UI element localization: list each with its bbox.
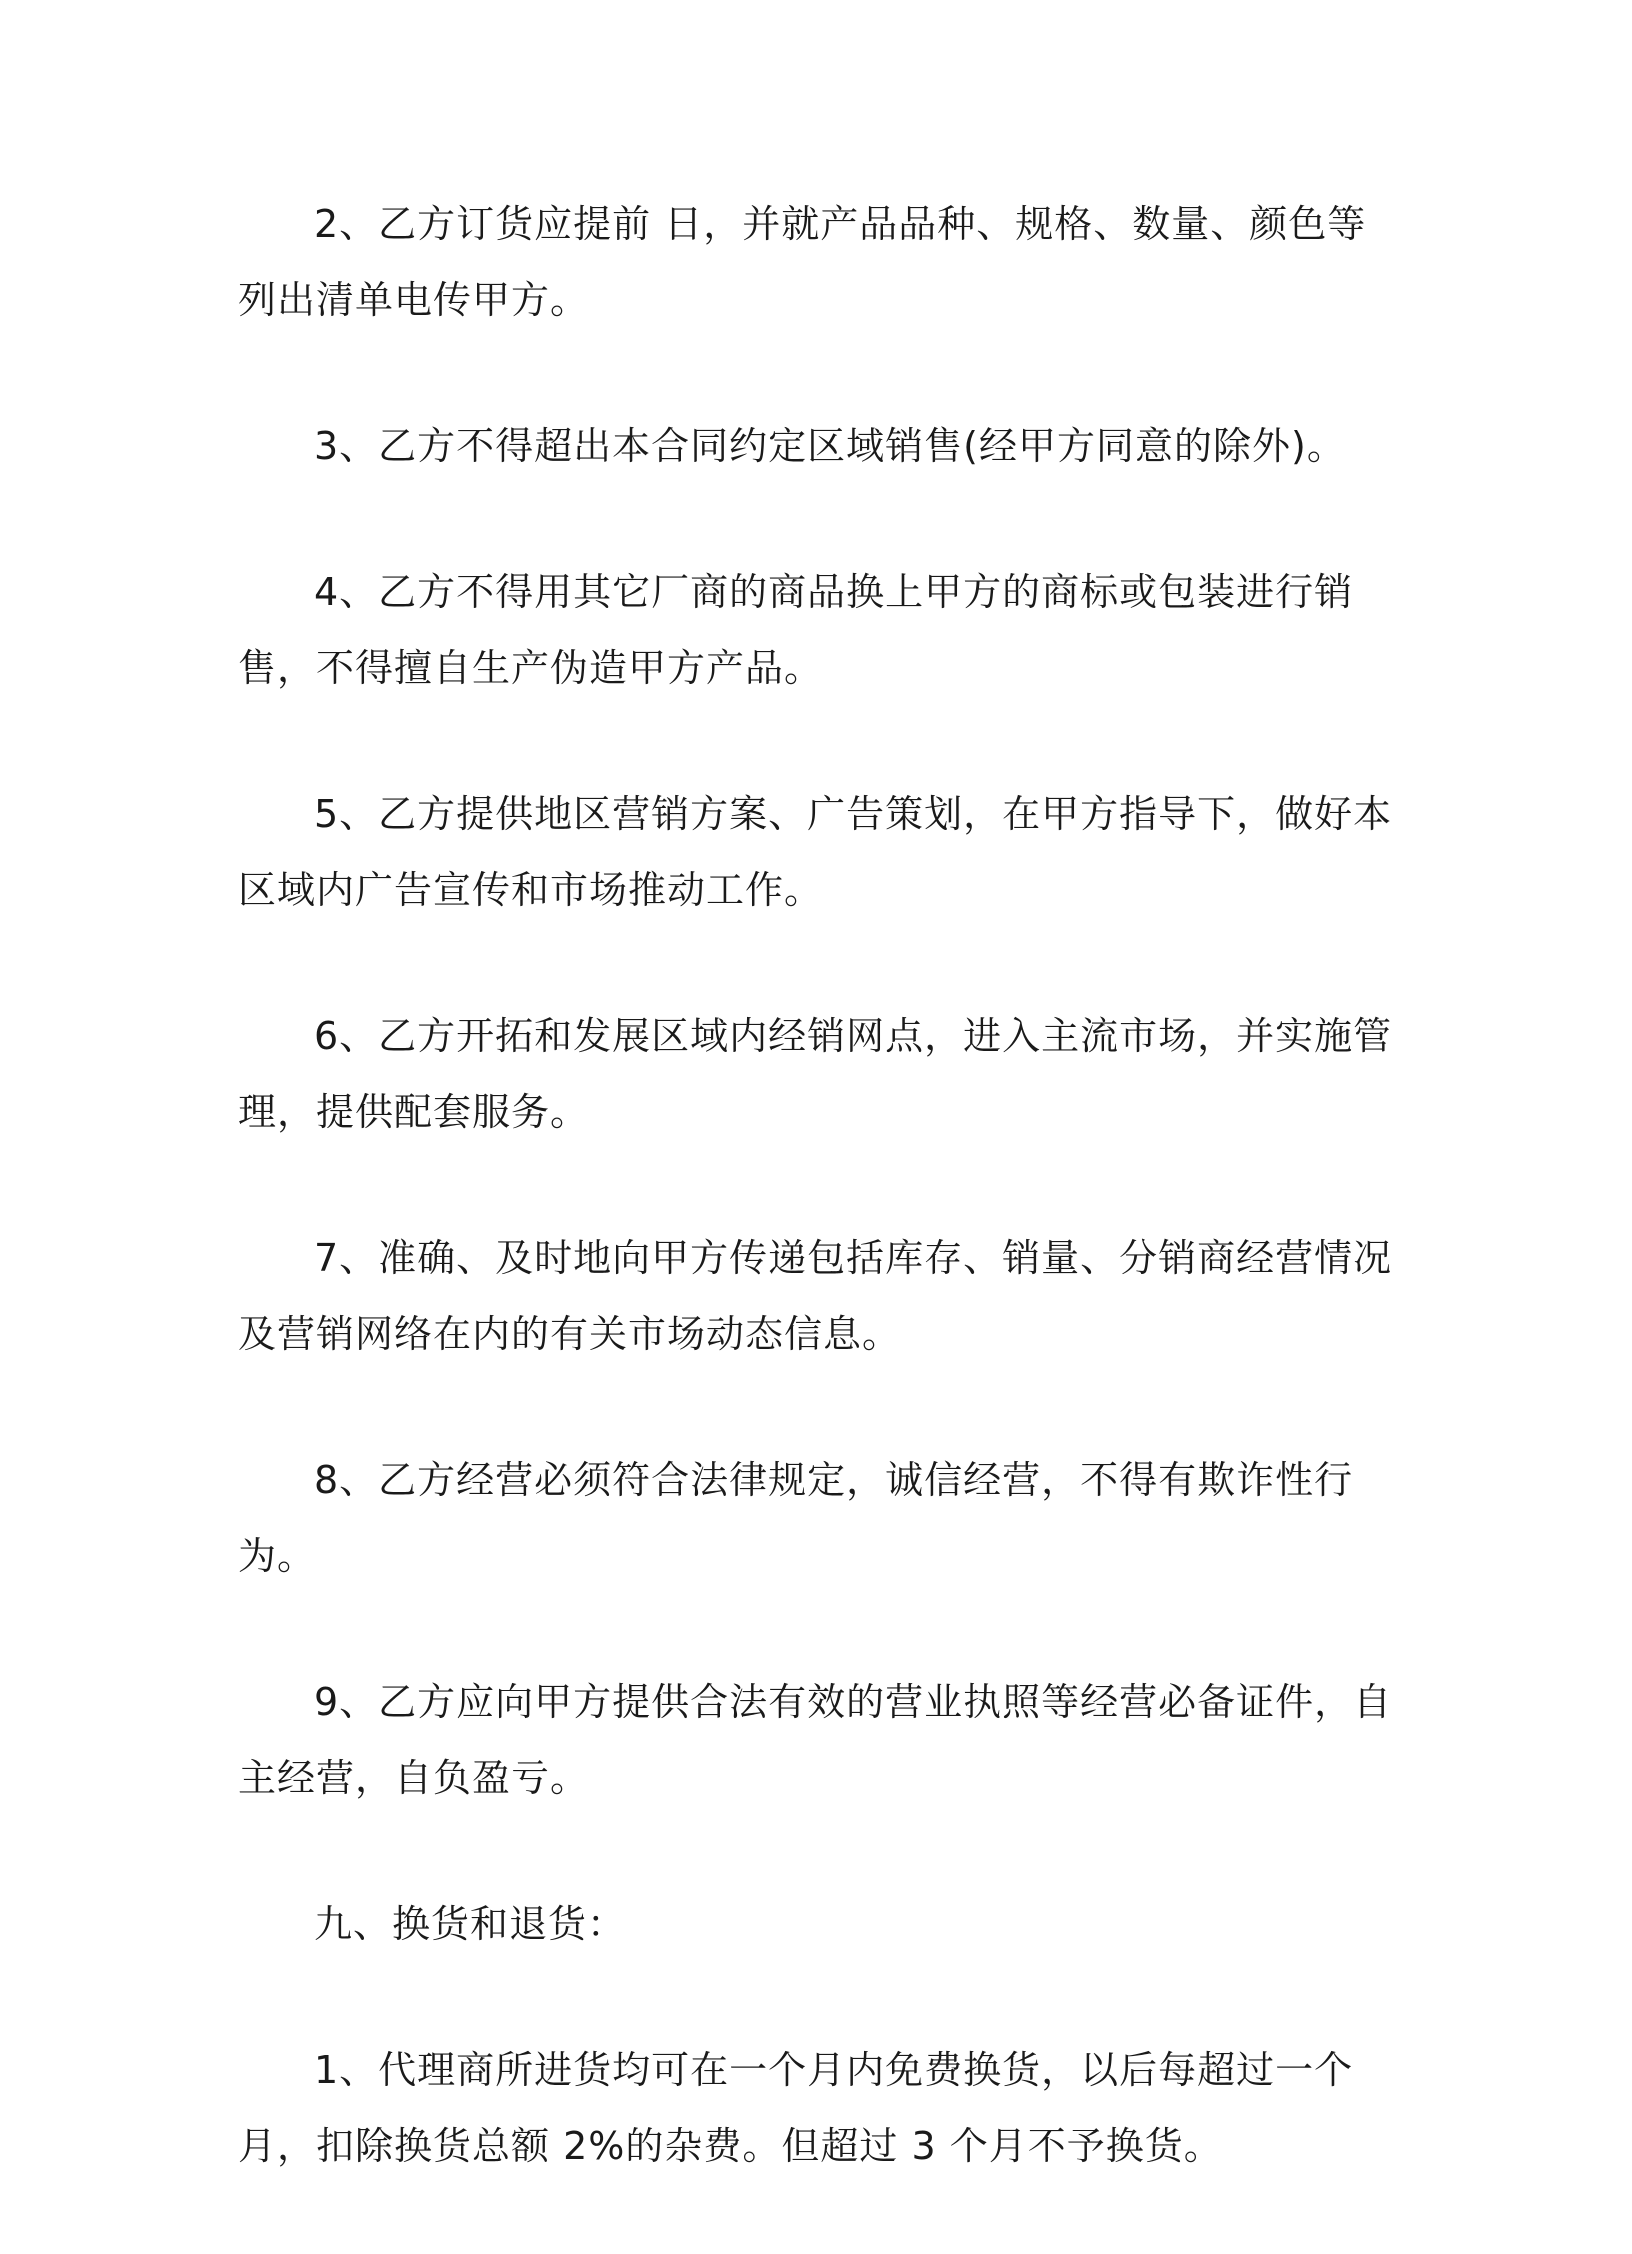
- clause-6: 6、乙方开拓和发展区域内经销网点，进入主流市场，并实施管理，提供配套服务。: [238, 1014, 1393, 1134]
- clause-3: 3、乙方不得超出本合同约定区域销售(经甲方同意的除外)。: [314, 424, 1346, 468]
- clause-9: 9、乙方应向甲方提供合法有效的营业执照等经营必备证件，自主经营，自负盈亏。: [238, 1680, 1393, 1800]
- clause-4: 4、乙方不得用其它厂商的商品换上甲方的商标或包装进行销售，不得擅自生产伪造甲方产品。: [238, 570, 1354, 690]
- section-heading-exchange-return: 九、换货和退货：: [314, 1902, 627, 1946]
- document-body: [238, 186, 1398, 2254]
- clause-5: 5、乙方提供地区营销方案、广告策划，在甲方指导下，做好本区域内广告宣传和市场推动工作。: [238, 792, 1393, 912]
- clause-2: 2、乙方订货应提前 日，并就产品品种、规格、数量、颜色等列出清单电传甲方。: [238, 202, 1367, 322]
- exchange-clause-1: 1、代理商所进货均可在一个月内免费换货，以后每超过一个月，扣除换货总额 2%的杂费。但超过 3 个月不予换货。: [238, 2048, 1354, 2168]
- clause-7: 7、准确、及时地向甲方传递包括库存、销量、分销商经营情况及营销网络在内的有关市场动态信息。: [238, 1236, 1393, 1356]
- clause-8: 8、乙方经营必须符合法律规定，诚信经营，不得有欺诈性行为。: [238, 1458, 1354, 1578]
